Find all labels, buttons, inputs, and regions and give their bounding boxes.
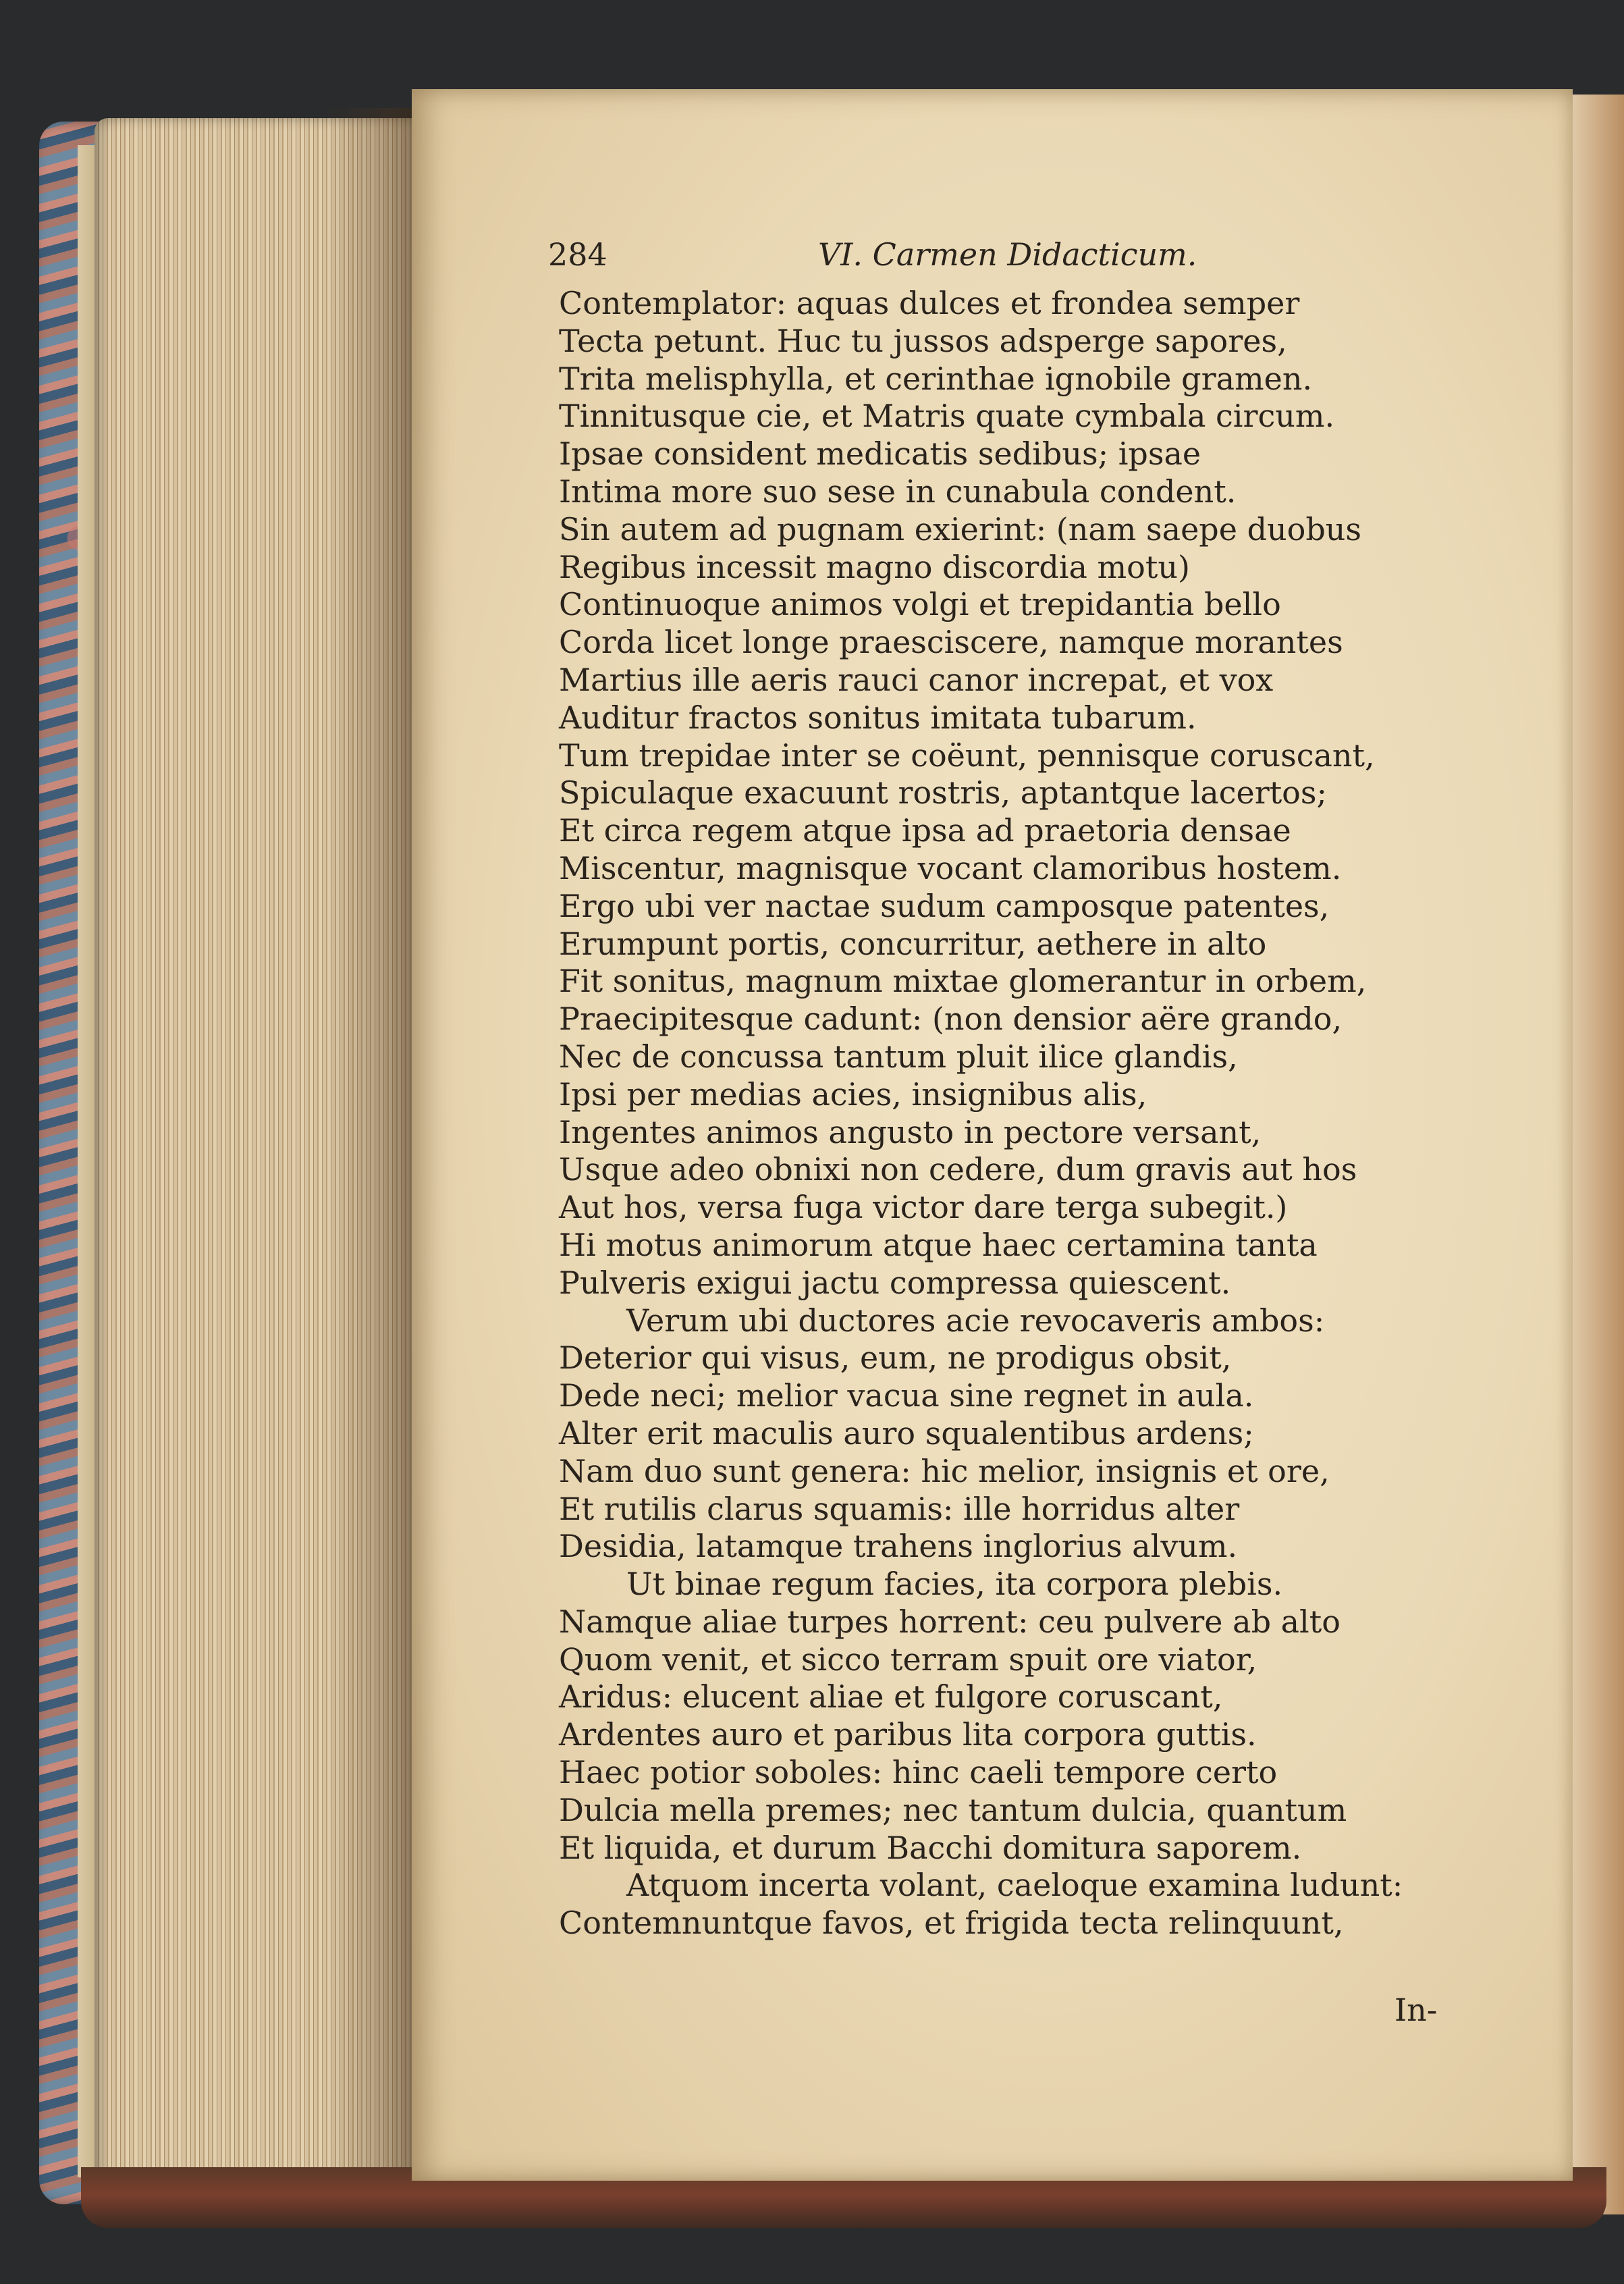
verse-line: Dede neci; melior vacua sine regnet in aula. bbox=[559, 1377, 1254, 1414]
verse-line: Trita melisphylla, et cerinthae ignobile gramen. bbox=[559, 360, 1313, 397]
verse-line: Et circa regem atque ipsa ad praetoria densae bbox=[559, 812, 1291, 849]
verse-text bbox=[559, 285, 1524, 1942]
verse-line: Erumpunt portis, concurritur, aethere in alto bbox=[559, 925, 1267, 962]
verse-line: Contemnuntque favos, et frigida tecta relinquunt, bbox=[559, 1905, 1344, 1942]
running-head bbox=[548, 236, 1426, 284]
verse-line: Nam duo sunt genera: hic melior, insignis et ore, bbox=[559, 1452, 1330, 1489]
verse-line: Auditur fractos sonitus imitata tubarum. bbox=[559, 699, 1197, 736]
verse-line: Namque aliae turpes horrent: ceu pulvere ab alto bbox=[559, 1603, 1341, 1640]
verse-line: Intima more suo sese in cunabula condent. bbox=[559, 473, 1237, 510]
verse-line: Usque adeo obnixi non cedere, dum gravis aut hos bbox=[559, 1151, 1357, 1188]
verse-line: Et rutilis clarus squamis: ille horridus alter bbox=[559, 1490, 1240, 1527]
verse-line: Ardentes auro et paribus lita corpora guttis. bbox=[559, 1716, 1257, 1753]
book-page bbox=[412, 89, 1573, 2181]
verse-line: Ipsae consident medicatis sedibus; ipsae bbox=[559, 435, 1201, 473]
verse-line: Aridus: elucent aliae et fulgore coruscant, bbox=[559, 1678, 1223, 1716]
verse-line: Atquom incerta volant, caeloque examina ludunt: bbox=[626, 1867, 1403, 1904]
verse-line: Tinnitusque cie, et Matris quate cymbala circum. bbox=[559, 398, 1335, 435]
verse-line: Ergo ubi ver nactae sudum camposque patentes, bbox=[559, 887, 1330, 924]
verse-line: Sin autem ad pugnam exierint: (nam saepe duobus bbox=[559, 510, 1362, 548]
verse-line: Alter erit maculis auro squalentibus ardens; bbox=[559, 1414, 1254, 1452]
verse-line: Ingentes animos angusto in pectore versant, bbox=[559, 1113, 1262, 1150]
verse-line: Verum ubi ductores acie revocaveris ambos: bbox=[626, 1302, 1325, 1339]
verse-line: Contemplator: aquas dulces et frondea semper bbox=[559, 285, 1300, 321]
verse-line: Continuoque animos volgi et trepidantia bello bbox=[559, 586, 1281, 623]
verse-line: Miscentur, magnisque vocant clamoribus hostem. bbox=[559, 849, 1342, 886]
verse-line: Desidia, latamque trahens inglorius alvum. bbox=[559, 1528, 1238, 1565]
verse-line: Haec potior soboles: hinc caeli tempore certo bbox=[559, 1754, 1278, 1791]
verse-line: Et liquida, et durum Bacchi domitura saporem. bbox=[559, 1829, 1302, 1866]
running-title: VI. Carmen Didacticum. bbox=[818, 236, 1197, 273]
verse-line: Hi motus animorum atque haec certamina tanta bbox=[559, 1226, 1318, 1263]
verse-line: Tum trepidae inter se coëunt, pennisque coruscant, bbox=[559, 737, 1375, 774]
verse-line: Aut hos, versa fuga victor dare terga subegit.) bbox=[559, 1189, 1288, 1226]
verse-line: Corda licet longe praesciscere, namque morantes bbox=[559, 624, 1343, 661]
verse-line: Nec de concussa tantum pluit ilice glandis, bbox=[559, 1038, 1238, 1075]
verse-line: Praecipitesque cadunt: (non densior aëre grando, bbox=[559, 1001, 1343, 1038]
verse-line: Ipsi per medias acies, insignibus alis, bbox=[559, 1075, 1147, 1113]
verse-line: Spiculaque exacuunt rostris, aptantque lacertos; bbox=[559, 774, 1327, 812]
verse-line: Quom venit, et sicco terram spuit ore viator, bbox=[559, 1641, 1257, 1678]
verse-line: Dulcia mella premes; nec tantum dulcia, quantum bbox=[559, 1791, 1347, 1828]
gutter-shadow bbox=[324, 108, 418, 2194]
verse-line: Martius ille aeris rauci canor increpat, et vox bbox=[559, 661, 1274, 698]
page-number: 284 bbox=[548, 236, 607, 273]
verse-line: Pulveris exigui jactu compressa quiescent. bbox=[559, 1264, 1231, 1301]
verse-line: Deterior qui visus, eum, ne prodigus obsit, bbox=[559, 1339, 1232, 1377]
verse-line: Tecta petunt. Huc tu jussos adsperge sapores, bbox=[559, 322, 1287, 359]
verse-line: Regibus incessit magno discordia motu) bbox=[559, 548, 1190, 585]
verse-line: Fit sonitus, magnum mixtae glomerantur in orbem, bbox=[559, 963, 1367, 1000]
verse-line: Ut binae regum facies, ita corpora plebis. bbox=[626, 1566, 1283, 1603]
catchword: In- bbox=[1395, 1992, 1438, 2028]
